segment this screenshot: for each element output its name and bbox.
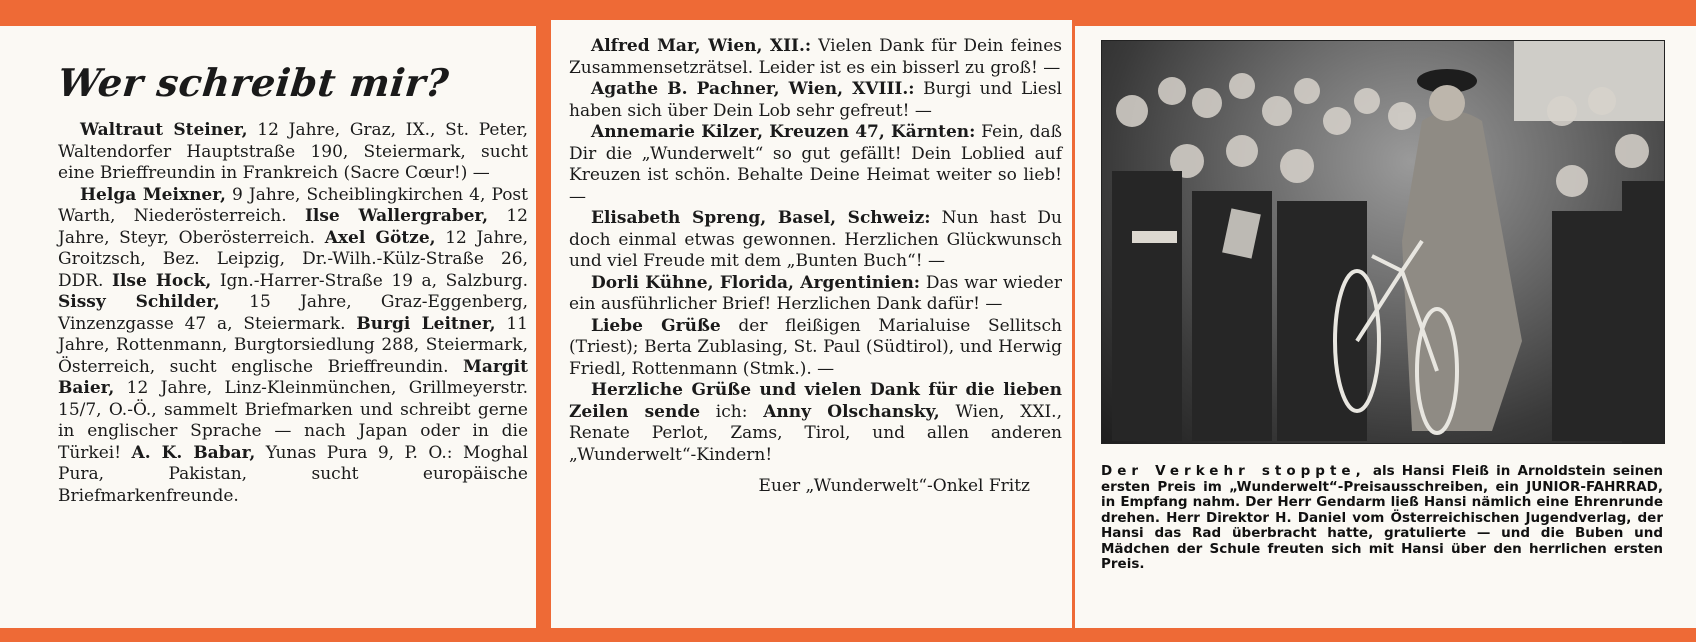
reply-text: Nun hast Du doch einmal etwas gewonnen. Herzlichen Glückwunsch und viel Freude mit dem „Bunten Buch“! — [569,208,1062,271]
reply-recipient: Annemarie Kilzer, Kreuzen 47, Kärnten: [591,122,976,142]
entry-text: Ign.-Harrer-Straße 19 a, Salzburg. [211,270,528,291]
reply-paragraph [569,273,1062,316]
entry-text: 15 Jahre, Graz-Eggenberg, Vinzenzgasse 47 a, Steiermark. [58,292,529,334]
entry-text: 9 Jahre, Scheiblingkirchen 4, Post Warth, Niederösterreich. [58,184,528,226]
reply-text: Fein, daß Dir die „Wunderwelt“ so gut gefällt! Dein Loblied auf Kreuzen ist schön. Behalte Deine Heimat weiter so lieb! — [569,122,1062,207]
caption-text: als Hansi Fleiß in Arnoldstein seinen ersten Preis im „Wunderwelt“-Preisausschreiben, ein JUNIOR-FAHRRAD, in Empfang nahm. Der Herr Gendarm ließ Hansi nämlich eine Ehrenrunde drehen. Herr Direktor H. Daniel vom Österreichischen Jugendverlag, der Hansi das Rad überbracht hatte, gratulierte — und die Buben und Mädchen der Schule freuten sich mit Hansi über den herrlichen ersten Preis. [1101,463,1663,572]
entry-name: Waltraut Steiner, [80,120,248,140]
reply-paragraph [569,208,1062,273]
photo-column [1075,26,1696,628]
reply-paragraph [569,79,1062,122]
reply-recipient: Elisabeth Spreng, Basel, Schweiz: [591,208,931,228]
column-title: Wer schreibt mir? [55,60,451,105]
reply-text: Vielen Dank für Dein feines Zusammensetzrätsel. Leider ist es ein bisserl zu groß! — [569,36,1062,78]
reply-recipient: Liebe Grüße [591,315,721,336]
reply-paragraph [569,122,1062,208]
entry-name: Ilse Hock, [112,270,212,291]
closing-paragraph [569,380,1062,466]
reply-text: Burgi und Liesl haben sich über Dein Lob sehr gefreut! — [569,79,1062,121]
reply-recipient: Agathe B. Pachner, Wien, XVIII.: [591,79,915,99]
entry-name: Sissy Schilder, [58,292,220,312]
entry-text: 12 Jahre, Graz, IX., St. Peter, Waltendorfer Hauptstraße 190, Steiermark, sucht eine Brieffreundin in Frankreich (Sacre Cœur!) — [58,120,528,183]
signature: Euer „Wunderwelt“-Onkel Fritz [758,476,1030,496]
reply-text: der fleißigen Marialuise Sellitsch (Triest); Berta Zublasing, St. Paul (Südtirol), und Herwig Friedl, Rottenmann (Stmk.). — [569,315,1062,379]
photo-scene [1102,41,1664,443]
entry-text: 12 Jahre, Steyr, Oberösterreich. [58,206,529,248]
closing-text: ich: [700,401,764,422]
pen-pal-column [0,26,536,628]
reply-recipient: Dorli Kühne, Florida, Argentinien: [591,272,921,293]
bicycle-photo [1101,40,1665,444]
closing-text: Wien, XXI., Renate Perlot, Zams, Tirol, und allen anderen „Wunderwelt“-Kindern! [569,401,1062,465]
pen-pal-listings-cont [58,185,528,508]
reply-paragraph [569,316,1062,381]
entry-name: A. K. Babar, [131,442,256,463]
closing-bold: Anny Olschansky, [763,401,940,422]
entry-name: Ilse Wallergraber, [304,206,489,226]
entry-text: 12 Jahre, Linz-Kleinmünchen, Grillmeyerstr. 15/7, O.-Ö., sammelt Briefmarken und schreibt gerne in englischer Sprache — nach Japan oder in die Türkei! [58,378,528,463]
entry-text: 11 Jahre, Rottenmann, Burgtorsiedlung 288, Steiermark, Österreich, sucht englische Brieffreundin. [58,313,528,377]
pen-pal-listings [58,120,528,185]
entry-text: 12 Jahre, Groitzsch, Bez. Leipzig, Dr.-Wilh.-Külz-Straße 26, DDR. [58,227,528,291]
photo-caption [1101,464,1663,573]
closing-bold: Herzliche Grüße und vielen Dank für die lieben Zeilen sende [569,380,1062,422]
reply-text: Das war wieder ein ausführlicher Brief! Herzlichen Dank dafür! — [569,272,1062,314]
caption-lead: Der Verkehr stoppte, [1101,463,1366,479]
entry-name: Margit Baier, [58,356,528,398]
entry-name: Burgi Leitner, [356,313,496,334]
entry-name: Helga Meixner, [80,184,226,205]
reply-recipient: Alfred Mar, Wien, XII.: [591,36,812,56]
replies-column [551,20,1072,628]
entry-text: Yunas Pura 9, P. O.: Moghal Pura, Pakistan, sucht europäische Briefmarkenfreunde. [58,442,528,506]
reply-paragraph [569,36,1062,79]
entry-name: Axel Götze, [324,227,436,248]
